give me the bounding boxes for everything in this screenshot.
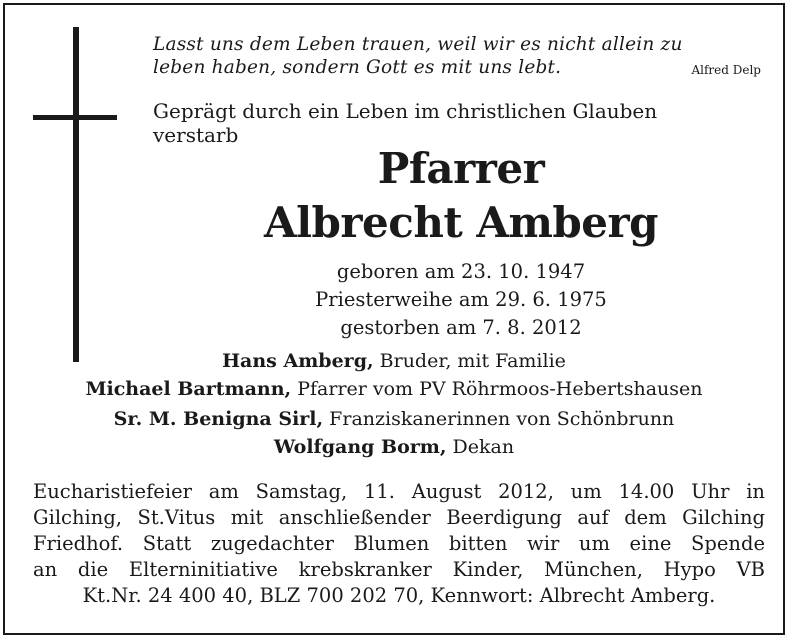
cross-icon-bar (33, 115, 117, 120)
death-date: gestorben am 7. 8. 2012 (340, 316, 582, 339)
birth-date: geboren am 23. 10. 1947 (336, 260, 586, 283)
mourner-relation: Franziskanerinnen von Schönbrunn (323, 408, 675, 430)
mourner-name: Michael Bartmann, (85, 378, 292, 400)
cross-icon (73, 27, 79, 362)
intro-text (153, 99, 769, 147)
mourner-name: Wolfgang Borm, (273, 436, 447, 458)
obituary-notice (3, 3, 785, 635)
service-line: Gilching, St.Vitus mit anschließender Beerdigung auf dem Gilching (33, 506, 765, 529)
service-line: an die Elterninitiative krebskranker Kinder, München, Hypo VB (33, 558, 765, 581)
mourner-line (5, 407, 783, 432)
mourner-line (5, 349, 783, 374)
mourner-line (5, 435, 783, 460)
ordination-date: Priesterweihe am 29. 6. 1975 (315, 288, 607, 311)
service-details (33, 479, 765, 609)
service-line: Kt.Nr. 24 400 40, BLZ 700 202 70, Kennwort: Albrecht Amberg. (82, 584, 716, 607)
motto-line-2: leben haben, sondern Gott es mit uns lebt. (153, 57, 562, 78)
mourner-line (5, 377, 783, 402)
deceased-title: Pfarrer (377, 144, 545, 193)
mourner-name: Hans Amberg, (222, 350, 374, 372)
mourner-name: Sr. M. Benigna Sirl, (113, 408, 324, 430)
motto-quote (153, 33, 767, 79)
intro-line-1: Geprägt durch ein Leben im christlichen Glauben (153, 99, 658, 123)
motto-line-1: Lasst uns dem Leben trauen, weil wir es nicht allein zu (153, 34, 683, 55)
mourner-relation: Pfarrer vom PV Röhrmoos-Hebertshausen (291, 378, 703, 400)
deceased-name: Albrecht Amberg (263, 198, 658, 247)
intro-line-2: verstarb (153, 123, 239, 147)
service-line: Friedhof. Statt zugedachter Blumen bitten wir um eine Spende (33, 532, 765, 555)
mourner-relation: Bruder, mit Familie (373, 350, 566, 372)
motto-author: Alfred Delp (691, 63, 761, 77)
service-line: Eucharistiefeier am Samstag, 11. August 2012, um 14.00 Uhr in (33, 480, 765, 503)
mourner-relation: Dekan (446, 436, 515, 458)
